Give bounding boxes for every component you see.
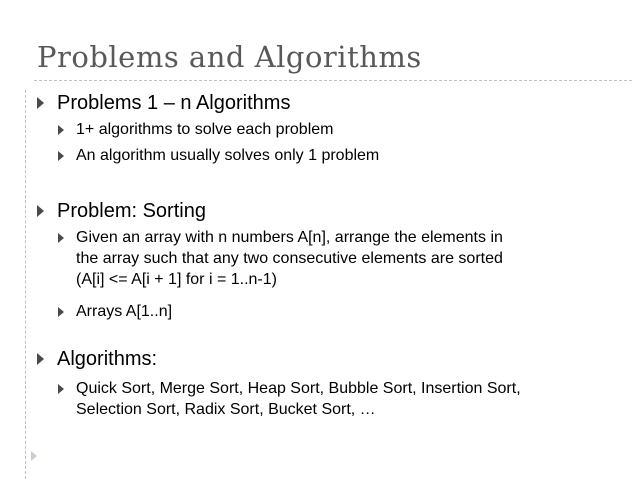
bullet-text: 1+ algorithms to solve each problem	[76, 121, 334, 138]
triangle-bullet-icon	[37, 353, 44, 365]
left-divider	[25, 90, 26, 479]
bullet-text: Given an array with n numbers A[n], arrange the elements in the array such that any two consecutive elements are sorted (A[i] <= A[i + 1] for i = 1..n-1)	[76, 229, 503, 288]
triangle-bullet-icon	[37, 205, 44, 217]
section-heading-algorithms: Algorithms:	[57, 348, 158, 370]
triangle-bullet-icon	[58, 151, 64, 161]
triangle-bullet-icon	[37, 97, 44, 109]
triangle-bullet-icon	[58, 125, 64, 135]
triangle-bullet-icon	[58, 384, 64, 394]
slide-title: Problems and Algorithms	[37, 40, 422, 74]
section-heading-problems: Problems 1 – n Algorithms	[57, 92, 291, 114]
title-divider	[34, 80, 632, 81]
triangle-bullet-icon	[58, 233, 64, 243]
footer-arrow-icon	[31, 451, 37, 461]
triangle-bullet-icon	[58, 307, 64, 317]
bullet-text: An algorithm usually solves only 1 problem	[76, 147, 380, 164]
bullet-text: Arrays A[1..n]	[76, 303, 173, 320]
bullet-text: Quick Sort, Merge Sort, Heap Sort, Bubble Sort, Insertion Sort, Selection Sort, Radix Sort, Bucket Sort, …	[76, 380, 521, 418]
section-heading-sorting: Problem: Sorting	[57, 200, 206, 222]
